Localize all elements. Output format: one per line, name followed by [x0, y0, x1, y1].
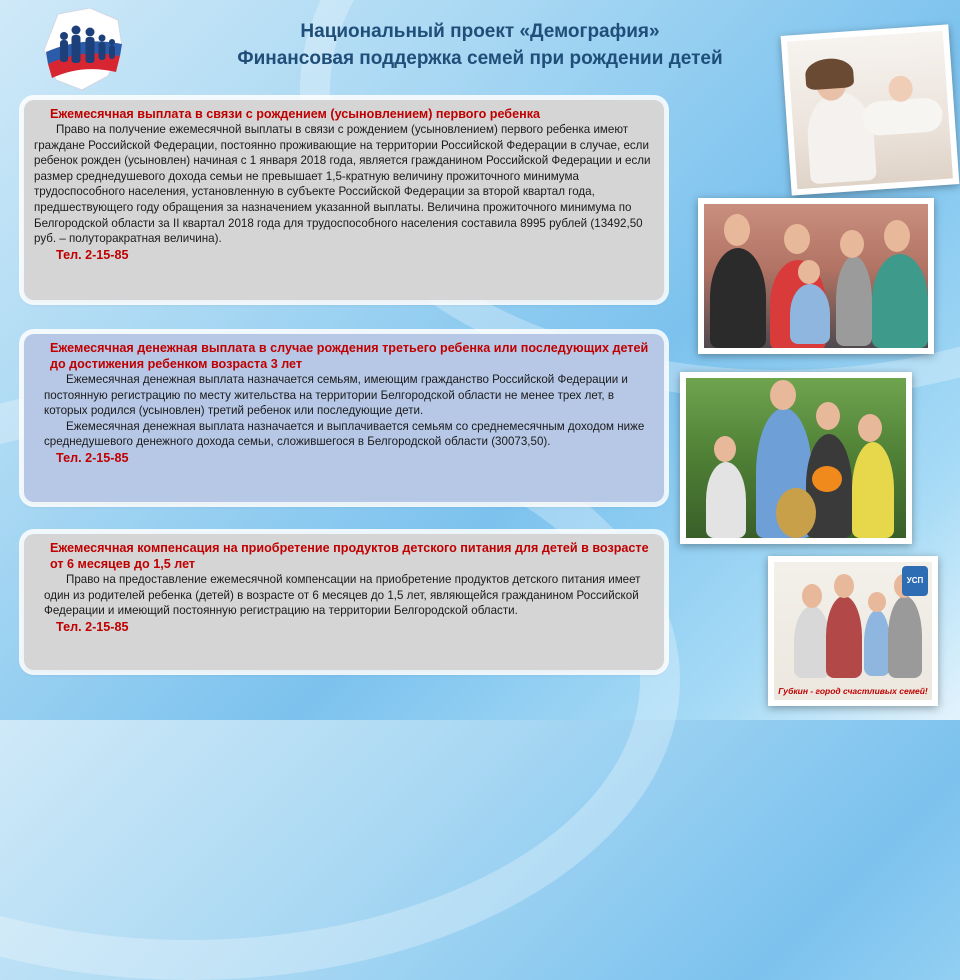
- photo-image: [787, 31, 953, 190]
- title-line-2: Финансовая поддержка семей при рождении детей: [237, 48, 723, 69]
- section-body: Право на предоставление ежемесячной компенсации на приобретение продуктов детского питания имеет один из родителей ребенка (детей) в возрасте от 6 месяцев до 1,5 лет, являющейся гражданином Российской Федерации и имеющий постоянную регистрацию на территории Белгородской области.: [44, 573, 641, 618]
- photo-mother-baby: [781, 24, 960, 195]
- title-line-1: Национальный проект «Демография»: [300, 21, 660, 42]
- demography-logo-icon: [38, 6, 126, 94]
- photo-image: [686, 378, 906, 538]
- section-heading: Ежемесячная компенсация на приобретение продуктов детского питания для детей в возрасте от 6 месяцев до 1,5 лет: [50, 541, 649, 571]
- section-third-child-payment: [24, 334, 664, 502]
- section-body: Право на получение ежемесячной выплаты в связи с рождением (усыновлением) первого ребенка имеют граждане Российской Федерации, постоянно проживающие на территории Российской Федерации в случае, если ребенок рожден (усыновлен) начиная с 1 января 2018 года, является гражданином Российской Федерации и если размер среднедушевого дохода семьи не превышает 1,5-кратную величину прожиточного минимума трудоспособного населения, установленную в субъекте Российской Федерации за второй квартал года, предшествующего году обращения за назначением указанной выплаты. Величина прожиточного минимума по Белгородской области за II квартал 2018 года для трудоспособного населения составила 8995 рублей (13492,50 руб. – полуторакратная величина).: [34, 123, 651, 246]
- section-body: Ежемесячная денежная выплата назначается семьям, имеющим гражданство Российской Федерации и постоянную регистрацию по месту жительства на территории Белгородской области не менее трех лет, в которых родился (усыновлен) третий ребенок или последующие дети.: [44, 373, 628, 418]
- section-heading: Ежемесячная денежная выплата в случае рождения третьего ребенка или последующих детей до достижения ребенком возраста 3 лет: [50, 341, 649, 371]
- section-body: Ежемесячная денежная выплата назначается и выплачивается семьям со среднемесячным доходом ниже среднедушевого денежного дохода семьи, сложившегося в Белгородской области (30073,50).: [44, 419, 645, 449]
- section-heading: Ежемесячная выплата в связи с рождением (усыновлением) первого ребенка: [50, 107, 540, 121]
- section-phone: Тел. 2-15-85: [56, 619, 129, 634]
- page-title: [170, 18, 790, 72]
- usp-badge: УСП: [902, 566, 928, 596]
- photo-poster: [768, 556, 938, 706]
- photo-family-outdoors: [680, 372, 912, 544]
- photo-image: [704, 204, 928, 348]
- section-baby-food-compensation: [24, 534, 664, 670]
- photo-image: [774, 562, 932, 700]
- section-first-child-payment: [24, 100, 664, 300]
- photo-family-sofa: [698, 198, 934, 354]
- section-phone: Тел. 2-15-85: [56, 450, 129, 465]
- poster-caption: Губкин - город счастливых семей!: [778, 686, 928, 696]
- section-phone: Тел. 2-15-85: [56, 247, 129, 262]
